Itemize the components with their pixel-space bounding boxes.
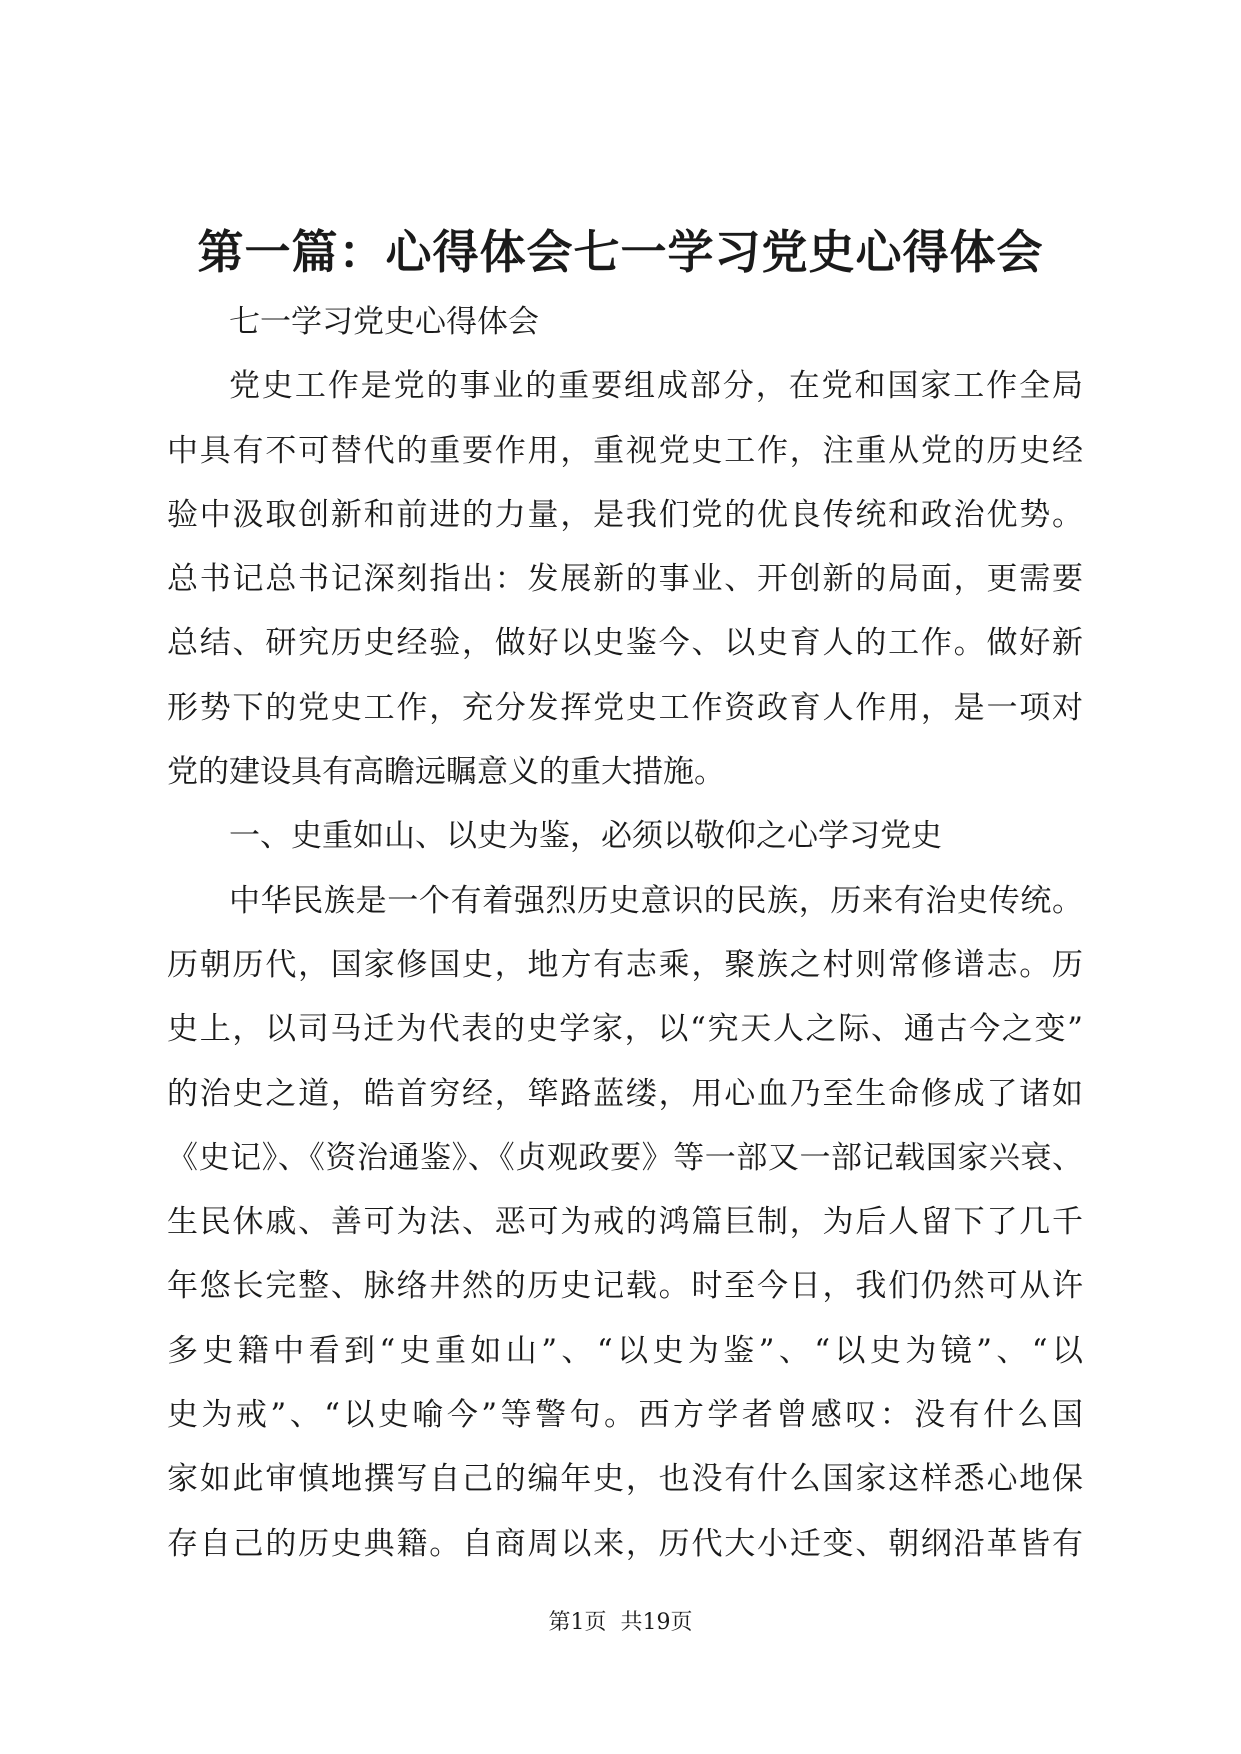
footer-middle: 页 共	[584, 1610, 643, 1635]
body-line: 的治史之道，皓首穷经，筚路蓝缕，用心血乃至生命修成了诸如	[167, 1075, 1083, 1112]
body-line: 中华民族是一个有着强烈历史意识的民族，历来有治史传统。	[229, 882, 1083, 919]
body-line: 史上，以司马迁为代表的史学家，以“究天人之际、通古今之变”	[167, 1011, 1083, 1048]
footer-prefix: 第	[548, 1610, 571, 1635]
footer-total-pages: 19	[642, 1610, 671, 1635]
body-line: 存自己的历史典籍。自商周以来，历代大小迁变、朝纲沿革皆有	[167, 1525, 1083, 1562]
footer-suffix: 页	[670, 1610, 693, 1635]
body-line: 验中汲取创新和前进的力量，是我们党的优良传统和政治优势。	[167, 496, 1083, 533]
body-line: 年悠长完整、脉络井然的历史记载。时至今日，我们仍然可从许	[167, 1268, 1083, 1305]
body-line: 《史记》、《资治通鉴》、《贞观政要》等一部又一部记载国家兴衰、	[167, 1139, 1083, 1176]
body-line: 形势下的党史工作，充分发挥党史工作资政育人作用，是一项对	[167, 689, 1083, 726]
body-line: 史为戒”、“以史喻今”等警句。西方学者曾感叹：没有什么国	[167, 1397, 1083, 1434]
footer-page-number: 1	[570, 1610, 585, 1635]
document-body	[167, 290, 1083, 1576]
body-line: 党史工作是党的事业的重要组成部分，在党和国家工作全局	[229, 368, 1083, 405]
body-line: 七一学习党史心得体会	[229, 304, 539, 340]
body-line: 生民休戚、善可为法、恶可为戒的鸿篇巨制，为后人留下了几千	[167, 1204, 1083, 1241]
document-title: 第一篇：心得体会七一学习党史心得体会	[197, 225, 1044, 279]
body-line: 多史籍中看到“史重如山”、“以史为鉴”、“以史为镜”、“以	[167, 1332, 1083, 1369]
body-line: 家如此审慎地撰写自己的编年史，也没有什么国家这样悉心地保	[167, 1461, 1083, 1498]
body-line: 中具有不可替代的重要作用，重视党史工作，注重从党的历史经	[167, 432, 1083, 469]
body-line: 总结、研究历史经验，做好以史鉴今、以史育人的工作。做好新	[167, 625, 1083, 662]
body-line: 一、史重如山、以史为鉴，必须以敬仰之心学习党史	[229, 818, 942, 855]
body-line: 历朝历代，国家修国史，地方有志乘，聚族之村则常修谱志。历	[167, 946, 1083, 983]
body-line: 总书记总书记深刻指出：发展新的事业、开创新的局面，更需要	[167, 561, 1083, 598]
body-line: 党的建设具有高瞻远瞩意义的重大措施。	[167, 754, 725, 791]
page-footer	[0, 1608, 1241, 1638]
